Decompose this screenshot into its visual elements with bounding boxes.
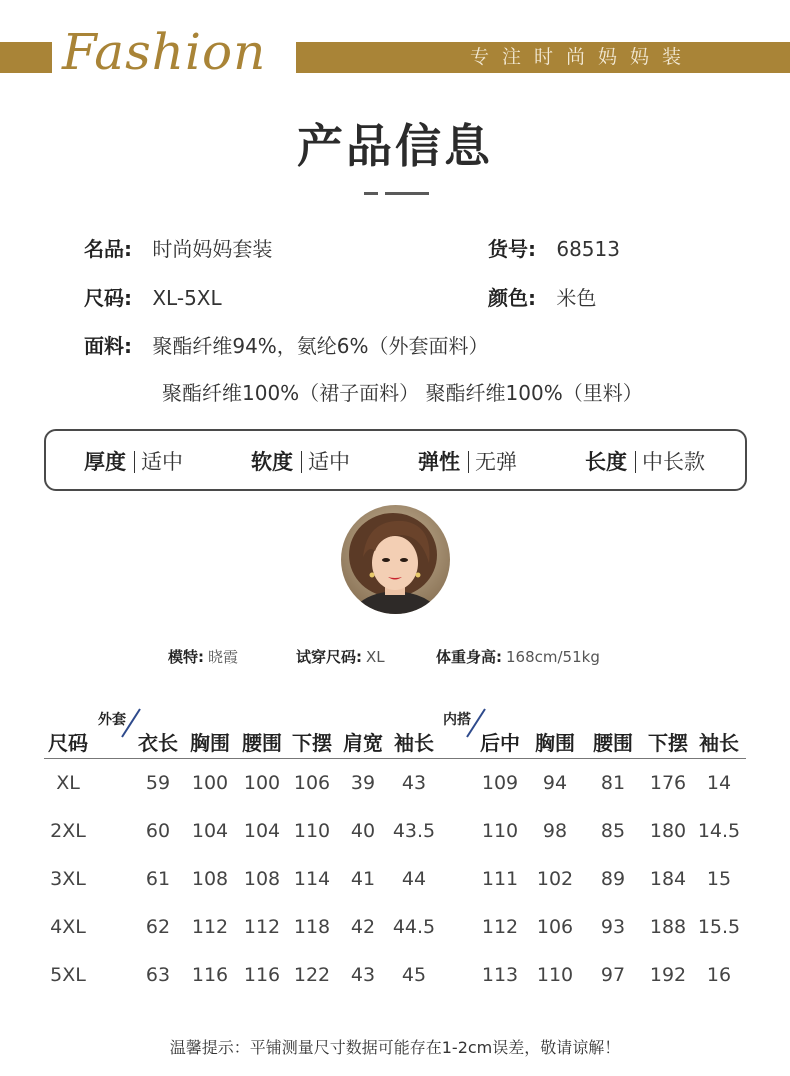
size-cell: 5XL xyxy=(50,964,86,986)
measurement-cell: 43.5 xyxy=(392,820,436,842)
measurement-cell: 16 xyxy=(706,964,732,986)
table-header-cell: 衣长 xyxy=(138,731,178,755)
measurement-cell: 114 xyxy=(293,868,331,890)
measurement-cell: 45 xyxy=(401,964,427,986)
measurement-cell: 42 xyxy=(350,916,376,938)
model-body-label: 体重身高: xyxy=(436,648,502,666)
measurement-cell: 110 xyxy=(293,820,331,842)
measurement-cell: 180 xyxy=(649,820,687,842)
info-name-value: 时尚妈妈套装 xyxy=(152,237,273,261)
info-size-label: 尺码: xyxy=(84,286,132,310)
measurement-cell: 15 xyxy=(706,868,732,890)
inner-tag: 内搭 xyxy=(443,712,471,728)
page-title: 产品信息 xyxy=(297,119,493,173)
table-header-cell: 胸围 xyxy=(190,731,230,755)
property-elasticity xyxy=(418,446,517,476)
info-item-no-label: 货号: xyxy=(488,237,536,261)
info-color-row xyxy=(488,282,596,311)
info-color-value: 米色 xyxy=(556,286,597,310)
measurement-cell: 192 xyxy=(649,964,687,986)
size-cell: 4XL xyxy=(50,916,86,938)
table-header-cell: 肩宽 xyxy=(343,731,383,755)
info-name-label: 名品: xyxy=(84,237,132,261)
measurement-cell: 62 xyxy=(145,916,171,938)
measurement-cell: 122 xyxy=(293,964,331,986)
info-size-row xyxy=(84,282,222,311)
table-header-cell: 袖长 xyxy=(699,731,739,755)
measurement-cell: 104 xyxy=(191,820,229,842)
property-value: 适中 xyxy=(308,450,350,474)
measurement-cell: 44.5 xyxy=(392,916,436,938)
measurement-cell: 104 xyxy=(243,820,281,842)
separator xyxy=(301,451,302,473)
measurement-cell: 43 xyxy=(350,964,376,986)
banner-bar-left xyxy=(0,42,52,73)
title-divider xyxy=(364,192,378,195)
model-avatar xyxy=(341,505,450,614)
separator xyxy=(134,451,135,473)
table-header-cell: 下摆 xyxy=(648,731,688,755)
measurement-cell: 116 xyxy=(191,964,229,986)
property-value: 适中 xyxy=(141,450,183,474)
info-fabric-line1: 聚酯纤维94%，氨纶6%（外套面料） xyxy=(152,334,489,358)
properties-box xyxy=(44,429,747,491)
table-header-cell: 胸围 xyxy=(535,731,575,755)
measurement-cell: 85 xyxy=(600,820,626,842)
measurement-cell: 109 xyxy=(481,772,519,794)
property-key: 长度 xyxy=(585,450,627,474)
table-header-cell: 尺码 xyxy=(48,731,88,755)
measurement-cell: 188 xyxy=(649,916,687,938)
property-softness xyxy=(251,446,350,476)
table-header-cell: 腰围 xyxy=(593,731,633,755)
measurement-cell: 102 xyxy=(536,868,574,890)
size-cell: 2XL xyxy=(50,820,86,842)
measurement-cell: 39 xyxy=(350,772,376,794)
size-cell: 3XL xyxy=(50,868,86,890)
info-fabric-label: 面料: xyxy=(84,334,132,358)
brand-logo-text: Fashion xyxy=(62,23,267,81)
measurement-cell: 118 xyxy=(293,916,331,938)
property-value: 中长款 xyxy=(642,450,705,474)
table-header-rule xyxy=(44,758,746,759)
measurement-cell: 112 xyxy=(191,916,229,938)
measurement-cell: 106 xyxy=(293,772,331,794)
measurement-cell: 97 xyxy=(600,964,626,986)
separator xyxy=(635,451,636,473)
measurement-cell: 61 xyxy=(145,868,171,890)
info-size-value: XL-5XL xyxy=(152,286,222,310)
measurement-cell: 14.5 xyxy=(697,820,741,842)
measurement-cell: 89 xyxy=(600,868,626,890)
measurement-cell: 108 xyxy=(191,868,229,890)
measurement-cell: 111 xyxy=(481,868,519,890)
measurement-cell: 112 xyxy=(481,916,519,938)
model-body xyxy=(436,646,600,667)
measurement-cell: 14 xyxy=(706,772,732,794)
property-value: 无弹 xyxy=(475,450,517,474)
measurement-cell: 81 xyxy=(600,772,626,794)
measurement-cell: 112 xyxy=(243,916,281,938)
measurement-cell: 94 xyxy=(542,772,568,794)
info-fabric-row xyxy=(84,330,489,359)
info-item-no-value: 68513 xyxy=(556,237,620,261)
measurement-cell: 113 xyxy=(481,964,519,986)
info-name-row xyxy=(84,233,272,262)
measurement-cell: 108 xyxy=(243,868,281,890)
property-key: 厚度 xyxy=(84,450,126,474)
measurement-cell: 176 xyxy=(649,772,687,794)
size-cell: XL xyxy=(56,772,80,794)
title-divider xyxy=(385,192,429,195)
measurement-cell: 100 xyxy=(243,772,281,794)
table-header-cell: 腰围 xyxy=(242,731,282,755)
measurement-cell: 100 xyxy=(191,772,229,794)
jacket-tag: 外套 xyxy=(98,712,126,728)
measurement-cell: 15.5 xyxy=(697,916,741,938)
measurement-cell: 106 xyxy=(536,916,574,938)
info-color-label: 颜色: xyxy=(488,286,536,310)
measurement-cell: 184 xyxy=(649,868,687,890)
property-key: 软度 xyxy=(251,450,293,474)
measurement-cell: 98 xyxy=(542,820,568,842)
measurement-cell: 59 xyxy=(145,772,171,794)
model-body-value: 168cm/51kg xyxy=(506,648,600,666)
measurement-cell: 40 xyxy=(350,820,376,842)
measurement-cell: 43 xyxy=(401,772,427,794)
measurement-cell: 116 xyxy=(243,964,281,986)
measurement-tip: 温馨提示：平铺测量尺寸数据可能存在1-2cm误差，敬请谅解！ xyxy=(169,1038,621,1057)
model-trysize-label: 试穿尺码: xyxy=(296,648,362,666)
measurement-cell: 110 xyxy=(481,820,519,842)
measurement-cell: 93 xyxy=(600,916,626,938)
separator xyxy=(468,451,469,473)
model-name xyxy=(168,646,238,667)
measurement-cell: 63 xyxy=(145,964,171,986)
measurement-cell: 44 xyxy=(401,868,427,890)
model-name-value: 晓霞 xyxy=(208,648,239,666)
property-length xyxy=(585,446,705,476)
model-trysize-value: XL xyxy=(366,648,385,666)
measurement-cell: 110 xyxy=(536,964,574,986)
table-header-cell: 袖长 xyxy=(394,731,434,755)
measurement-cell: 41 xyxy=(350,868,376,890)
banner-slogan: 专注时尚妈妈装 xyxy=(470,46,695,68)
property-key: 弹性 xyxy=(418,450,460,474)
table-header-cell: 后中 xyxy=(480,731,520,755)
model-trysize xyxy=(296,646,385,667)
info-item-no-row xyxy=(488,233,620,262)
table-header-cell: 下摆 xyxy=(292,731,332,755)
measurement-cell: 60 xyxy=(145,820,171,842)
model-name-label: 模特: xyxy=(168,648,204,666)
property-thickness xyxy=(84,446,183,476)
info-fabric-line2: 聚酯纤维100%（裙子面料） 聚酯纤维100%（里料） xyxy=(162,381,643,405)
